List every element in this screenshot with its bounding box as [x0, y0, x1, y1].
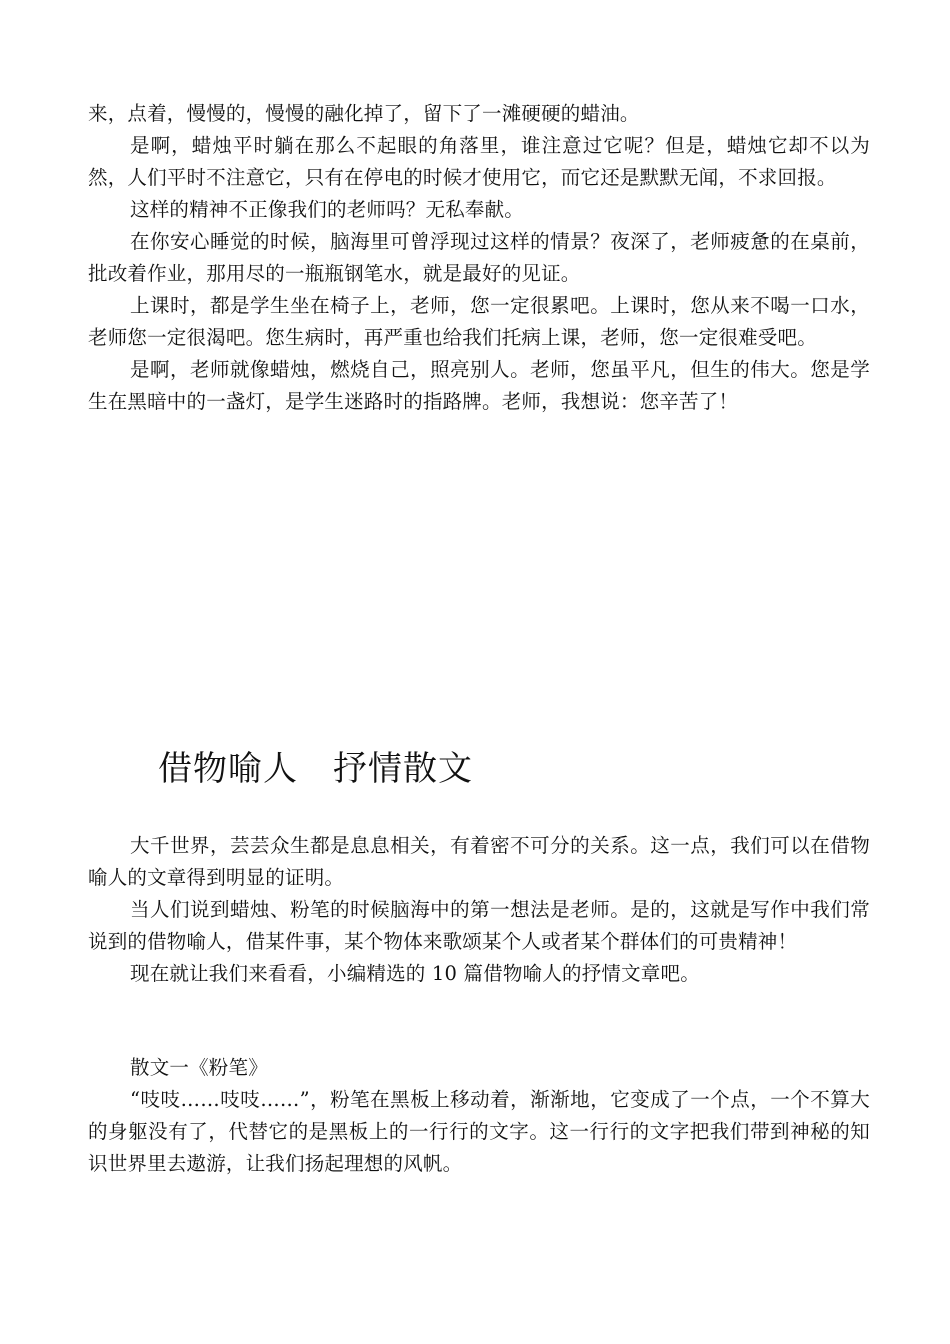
paragraph: “吱吱……吱吱……”，粉笔在黑板上移动着，渐渐地，它变成了一个点，一个不算大的身躯没有了，代替它的是黑板上的一行行的文字。这一行行的文字把我们带到神秘的知识世界里去遨游，让我们扬起理想的风帆。 [88, 1088, 870, 1175]
paragraph: 来，点着，慢慢的，慢慢的融化掉了，留下了一滩硬硬的蜡油。 [88, 102, 640, 125]
paragraph: 上课时，都是学生坐在椅子上，老师，您一定很累吧。上课时，您从来不喝一口水，老师您一定很渴吧。您生病时，再严重也给我们托病上课，老师，您一定很难受吧。 [88, 294, 870, 349]
continued-essay-section [88, 98, 870, 418]
paragraph: 现在就让我们来看看，小编精选的 10 篇借物喻人的抒情文章吧。 [130, 962, 700, 985]
paragraph: 当人们说到蜡烛、粉笔的时候脑海中的第一想法是老师。是的，这就是写作中我们常说到的借物喻人，借某件事，某个物体来歌颂某个人或者某个群体们的可贵精神！ [88, 898, 870, 953]
essay-heading: 散文一《粉笔》 [130, 1056, 268, 1079]
intro-section [88, 830, 870, 990]
paragraph: 大千世界，芸芸众生都是息息相关，有着密不可分的关系。这一点，我们可以在借物喻人的文章得到明显的证明。 [88, 834, 870, 889]
paragraph: 在你安心睡觉的时候，脑海里可曾浮现过这样的情景？夜深了，老师疲惫的在桌前，批改着作业，那用尽的一瓶瓶钢笔水，就是最好的见证。 [88, 230, 870, 285]
paragraph: 是啊，蜡烛平时躺在那么不起眼的角落里，谁注意过它呢？但是，蜡烛它却不以为然，人们平时不注意它，只有在停电的时候才使用它，而它还是默默无闻，不求回报。 [88, 134, 870, 189]
essay-one-section [88, 1052, 870, 1180]
paragraph: 这样的精神不正像我们的老师吗？无私奉献。 [130, 198, 525, 221]
paragraph: 是啊，老师就像蜡烛，燃烧自己，照亮别人。老师，您虽平凡，但生的伟大。您是学生在黑暗中的一盏灯，是学生迷路时的指路牌。老师，我想说：您辛苦了！ [88, 358, 870, 413]
section-title: 借物喻人 抒情散文 [158, 749, 473, 789]
